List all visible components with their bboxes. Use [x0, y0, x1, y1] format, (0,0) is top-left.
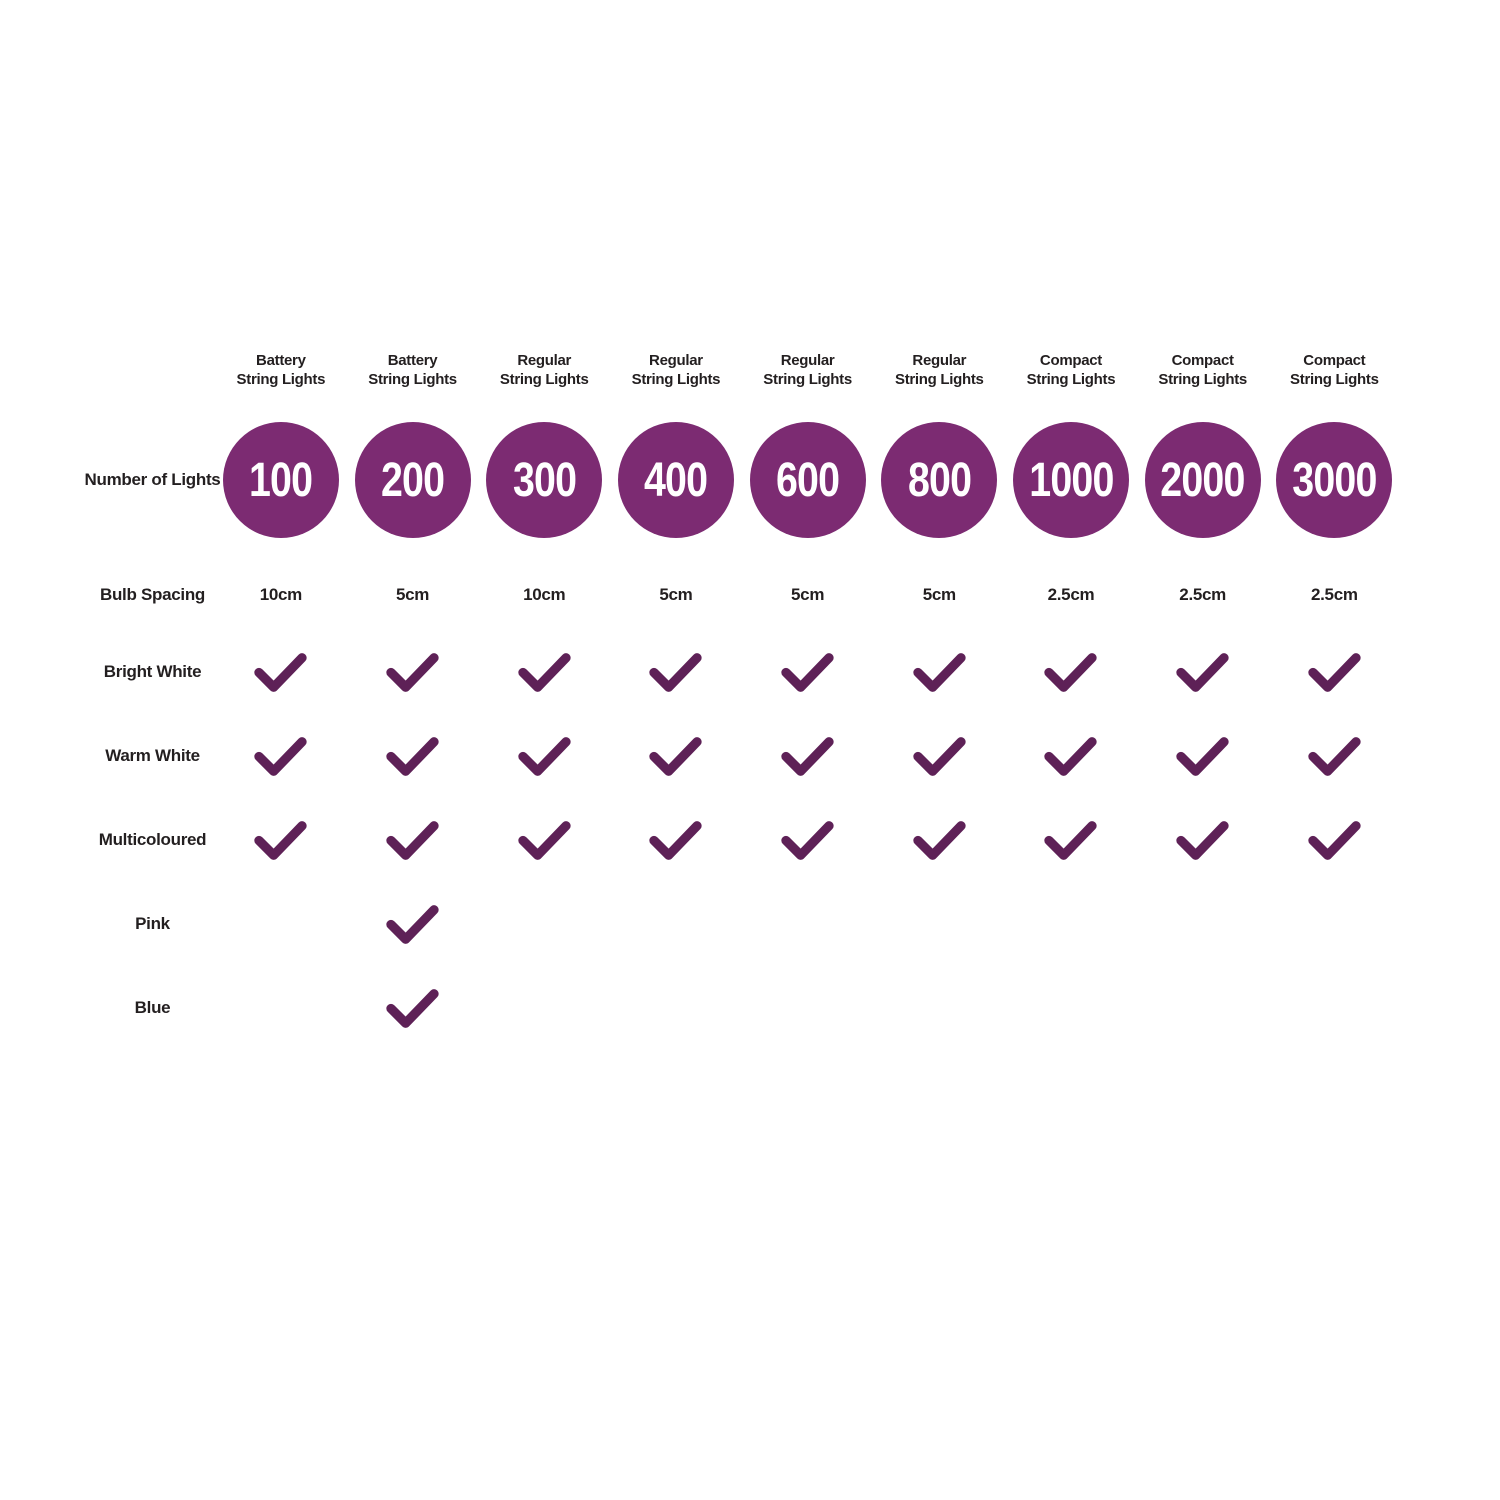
cell-blue-2: [347, 966, 479, 1050]
row-label-bulb-spacing: Bulb Spacing: [99, 585, 206, 604]
cell-blue-6: [873, 966, 1005, 1050]
cell-multicoloured-4: [610, 798, 742, 882]
check-icon: [384, 650, 441, 695]
column-header-9: [1269, 340, 1401, 400]
lights-count-value: 400: [644, 453, 708, 507]
cell-blue-8: [1137, 966, 1269, 1050]
check-icon: [1306, 650, 1363, 695]
cell-multicoloured-6: [873, 798, 1005, 882]
cell-blue-4: [610, 966, 742, 1050]
lights-count-value: 600: [775, 453, 840, 507]
lights-cell-9: [1269, 400, 1401, 560]
cell-multicoloured-2: [347, 798, 479, 882]
cell-blue-3: [478, 966, 610, 1050]
product-type: Regular: [649, 352, 703, 369]
cell-multicoloured-5: [742, 798, 874, 882]
cell-bright-white-1: [215, 630, 347, 714]
lights-count-badge-5: [750, 422, 866, 538]
check-icon: [1042, 818, 1099, 863]
check-icon: [779, 818, 836, 863]
cell-bright-white-3: [478, 630, 610, 714]
row-label-warm-white: Warm White: [105, 746, 200, 765]
lights-count-badge-2: [355, 422, 471, 538]
product-subtitle: String Lights: [631, 371, 721, 388]
bulb-spacing-value-7: 2.5cm: [1047, 585, 1095, 604]
check-icon: [516, 818, 573, 863]
cell-warm-white-3: [478, 714, 610, 798]
bulb-spacing-value-5: 5cm: [791, 585, 825, 604]
cell-bright-white-8: [1137, 630, 1269, 714]
check-icon: [384, 986, 441, 1031]
cell-bright-white-4: [610, 630, 742, 714]
lights-count-badge-9: [1276, 422, 1392, 538]
check-icon: [779, 650, 836, 695]
check-icon: [252, 818, 309, 863]
lights-cell-4: [610, 400, 742, 560]
bulb-spacing-value-8: 2.5cm: [1179, 585, 1226, 604]
lights-count-badge-6: [881, 422, 997, 538]
check-icon: [384, 902, 441, 947]
check-icon: [911, 818, 968, 863]
lights-count-badge-8: [1145, 422, 1261, 538]
comparison-grid: [0, 340, 1400, 1050]
product-type: Regular: [912, 352, 967, 369]
product-subtitle: String Lights: [499, 371, 589, 388]
check-icon: [1306, 734, 1363, 779]
product-type: Battery: [256, 352, 306, 369]
product-subtitle: String Lights: [1290, 371, 1379, 388]
lights-cell-6: [873, 400, 1005, 560]
cell-pink-4: [610, 882, 742, 966]
check-icon: [384, 818, 441, 863]
cell-blue-7: [1005, 966, 1137, 1050]
cell-warm-white-6: [873, 714, 1005, 798]
bulb-spacing-value-1: 10cm: [259, 585, 302, 604]
header-spacer: [0, 340, 215, 400]
check-icon: [911, 650, 968, 695]
cell-pink-8: [1137, 882, 1269, 966]
cell-warm-white-4: [610, 714, 742, 798]
cell-bright-white-2: [347, 630, 479, 714]
check-icon: [252, 650, 309, 695]
cell-pink-5: [742, 882, 874, 966]
cell-multicoloured-1: [215, 798, 347, 882]
cell-blue-1: [215, 966, 347, 1050]
cell-blue-5: [742, 966, 874, 1050]
product-subtitle: String Lights: [763, 371, 852, 388]
bulb-spacing-value-2: 5cm: [395, 585, 430, 604]
cell-warm-white-7: [1005, 714, 1137, 798]
lights-cell-1: [215, 400, 347, 560]
lights-cell-8: [1137, 400, 1269, 560]
cell-bright-white-5: [742, 630, 874, 714]
product-type: Compact: [1303, 352, 1366, 369]
product-type: Regular: [780, 352, 835, 369]
bulb-spacing-value-6: 5cm: [922, 585, 956, 604]
lights-count-badge-1: [223, 422, 339, 538]
product-subtitle: String Lights: [368, 371, 457, 388]
cell-pink-9: [1269, 882, 1401, 966]
cell-multicoloured-8: [1137, 798, 1269, 882]
product-type: Battery: [387, 352, 438, 369]
product-type: Regular: [517, 352, 572, 369]
cell-pink-1: [215, 882, 347, 966]
cell-blue-9: [1269, 966, 1401, 1050]
column-header-7: [1005, 340, 1137, 400]
cell-warm-white-8: [1137, 714, 1269, 798]
cell-bright-white-6: [873, 630, 1005, 714]
lights-count-value: 3000: [1292, 453, 1377, 507]
check-icon: [647, 818, 704, 863]
check-icon: [779, 734, 836, 779]
product-subtitle: String Lights: [894, 371, 984, 388]
cell-pink-6: [873, 882, 1005, 966]
product-subtitle: String Lights: [1026, 371, 1116, 388]
column-header-3: [478, 340, 610, 400]
row-label-multicoloured: Multicoloured: [98, 830, 207, 849]
cell-warm-white-1: [215, 714, 347, 798]
check-icon: [516, 734, 573, 779]
row-label-number-of-lights: Number of Lights: [84, 470, 221, 489]
cell-multicoloured-3: [478, 798, 610, 882]
column-header-4: [610, 340, 742, 400]
check-icon: [1174, 818, 1231, 863]
column-header-1: [215, 340, 347, 400]
column-header-5: [742, 340, 874, 400]
product-type: Compact: [1171, 352, 1234, 369]
lights-cell-7: [1005, 400, 1137, 560]
cell-pink-7: [1005, 882, 1137, 966]
check-icon: [1174, 734, 1231, 779]
lights-cell-2: [347, 400, 479, 560]
check-icon: [252, 734, 309, 779]
cell-warm-white-2: [347, 714, 479, 798]
row-label-blue: Blue: [134, 998, 171, 1017]
bulb-spacing-value-4: 5cm: [659, 585, 693, 604]
bulb-spacing-value-9: 2.5cm: [1310, 585, 1358, 604]
check-icon: [1306, 818, 1363, 863]
cell-warm-white-5: [742, 714, 874, 798]
lights-cell-3: [478, 400, 610, 560]
lights-count-value: 2000: [1160, 453, 1245, 507]
check-icon: [911, 734, 968, 779]
cell-warm-white-9: [1269, 714, 1401, 798]
row-label-bright-white: Bright White: [103, 662, 202, 681]
cell-bright-white-9: [1269, 630, 1401, 714]
column-header-8: [1137, 340, 1269, 400]
column-header-2: [347, 340, 479, 400]
product-subtitle: String Lights: [1158, 371, 1247, 388]
lights-count-value: 300: [512, 453, 576, 507]
lights-count-value: 100: [249, 453, 313, 507]
check-icon: [384, 734, 441, 779]
lights-count-badge-3: [486, 422, 602, 538]
cell-pink-3: [478, 882, 610, 966]
cell-multicoloured-7: [1005, 798, 1137, 882]
check-icon: [516, 650, 573, 695]
row-label-pink: Pink: [135, 914, 170, 933]
lights-count-badge-7: [1013, 422, 1129, 538]
lights-cell-5: [742, 400, 874, 560]
product-subtitle: String Lights: [236, 371, 326, 388]
lights-count-badge-4: [618, 422, 734, 538]
lights-count-value: 800: [907, 453, 971, 507]
check-icon: [1042, 650, 1099, 695]
cell-bright-white-7: [1005, 630, 1137, 714]
check-icon: [647, 734, 704, 779]
bulb-spacing-value-3: 10cm: [523, 585, 566, 604]
check-icon: [647, 650, 704, 695]
product-type: Compact: [1039, 352, 1102, 369]
lights-count-value: 200: [380, 453, 445, 507]
check-icon: [1174, 650, 1231, 695]
cell-multicoloured-9: [1269, 798, 1401, 882]
check-icon: [1042, 734, 1099, 779]
column-header-6: [873, 340, 1005, 400]
cell-pink-2: [347, 882, 479, 966]
lights-count-value: 1000: [1028, 453, 1114, 507]
